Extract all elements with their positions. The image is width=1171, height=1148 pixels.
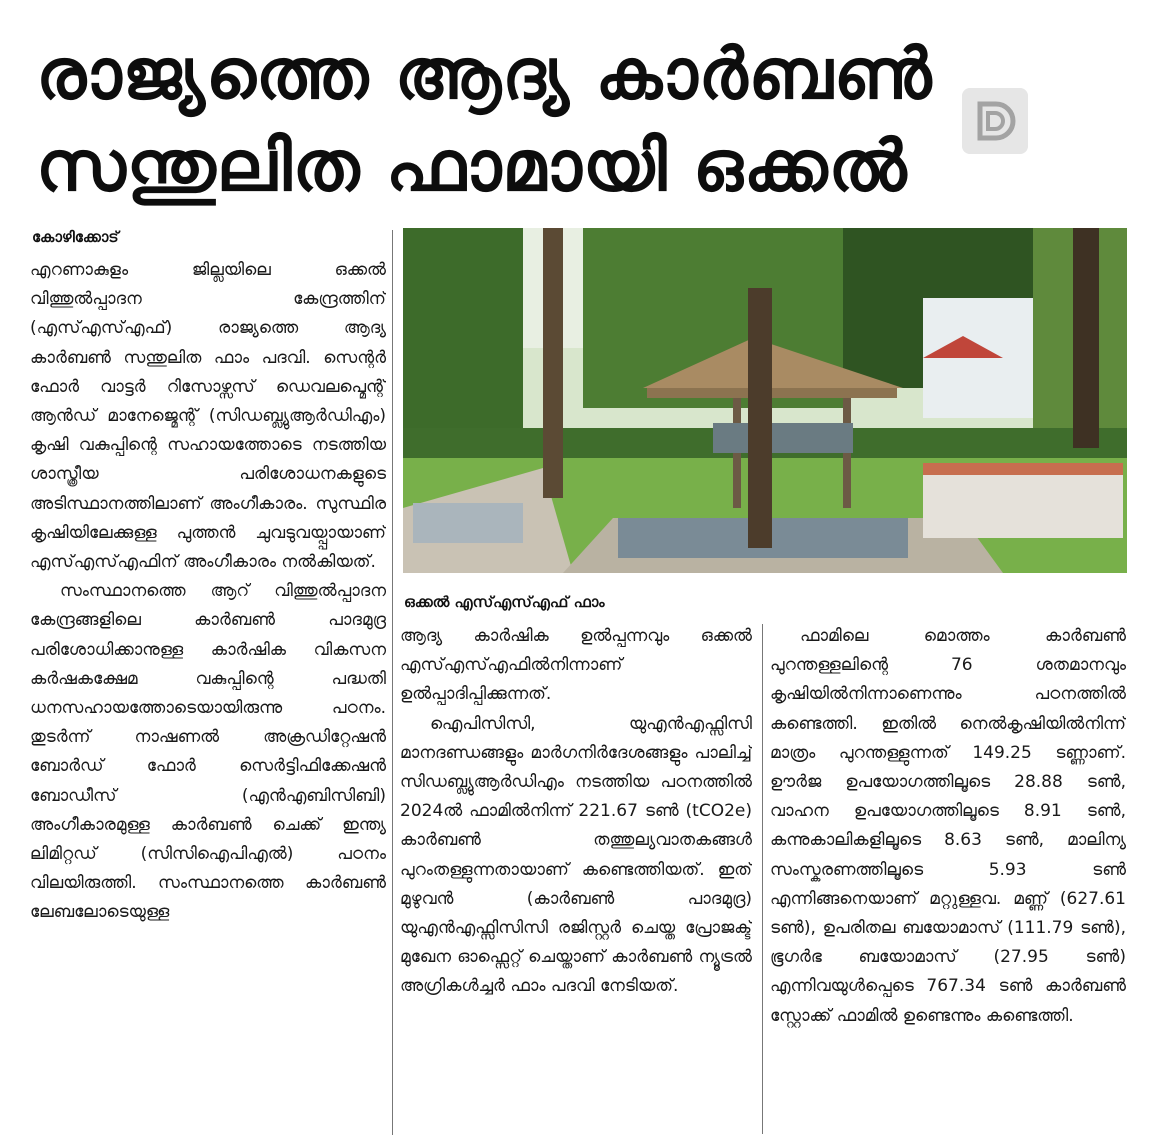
headline bbox=[36, 28, 1016, 212]
article-paragraph: ഫാമിലെ മൊത്തം കാർബൺ പുറന്തള്ളലിന്റെ 76 ശതമാനവും കൃഷിയിൽനിന്നാണെന്നും പഠനത്തിൽ കണ്ടെത്തി. ഇതിൽ നെൽകൃഷിയിൽനിന്ന് മാത്രം പുറന്തള്ളുന്നത് 149.25 ടണ്ണാണ്. ഊർജ ഉപയോഗത്തിലൂടെ 28.88 ടൺ, വാഹന ഉപയോഗത്തിലൂടെ 8.91 ടൺ, കന്നുകാലികളിലൂടെ 8.63 ടൺ, മാലിന്യ സംസ്കരണത്തിലൂടെ 5.93 ടൺ എന്നിങ്ങനെയാണ് മറ്റുള്ളവ. മണ്ണ് (627.61 ടൺ), ഉപരിതല ബയോമാസ് (111.79 ടൺ), ഭൂഗർഭ ബയോമാസ് (27.95 ടൺ) എന്നിവയുൾപ്പെടെ 767.34 ടൺ കാർബൺ സ്റ്റോക്ക് ഫാമിൽ ഉണ്ടെന്നും കണ്ടെത്തി. bbox=[770, 626, 1126, 1026]
article-paragraph: ആദ്യ കാർഷിക ഉൽപ്പന്നവും ഒക്കൽ എസ്എസ്എഫിൽനിന്നാണ് ഉൽപ്പാദിപ്പിക്കുന്നത്. bbox=[400, 626, 752, 705]
article-paragraph: എറണാകുളം ജില്ലയിലെ ഒക്കൽ വിത്തുൽപ്പാദന കേന്ദ്രത്തിന് (എസ്എസ്എഫ്) രാജ്യത്തെ ആദ്യ കാർബൺ സന്തുലിത ഫാം പദവി. സെന്റർ ഫോർ വാട്ടർ റിസോഴ്സസ് ഡെവലപ്മെന്റ് ആൻഡ് മാനേജ്മെന്റ് (സിഡബ്ല്യുആർഡിഎം) കൃഷി വകുപ്പിന്റെ സഹായത്തോടെ നടത്തിയ ശാസ്ത്രീയ പരിശോധനകളുടെ അടിസ്ഥാനത്തിലാണ് അംഗീകാരം. സുസ്ഥിര കൃഷിയിലേക്കുള്ള പുത്തൻ ചുവടുവയ്പ്പായാണ് എസ്എസ്എഫിന് അംഗീകാരം നൽകിയത്. bbox=[30, 260, 386, 573]
dateline: കോഴിക്കോട് bbox=[32, 228, 119, 246]
article-paragraph: സംസ്ഥാനത്തെ ആറ് വിത്തുൽപ്പാദന കേന്ദ്രങ്ങളിലെ കാർബൺ പാദമുദ്ര പരിശോധിക്കാനുള്ള കാർഷിക വികസന കർഷകക്ഷേമ വകുപ്പിന്റെ പദ്ധതി ധനസഹായത്തോടെയായിരുന്നു പഠനം. തുടർന്ന് നാഷണൽ അക്രഡിറ്റേഷൻ ബോർഡ് ഫോർ സെർട്ടിഫിക്കേഷൻ ബോഡീസ് (എൻഎബിസിബി) അംഗീകാരമുള്ള കാർബൺ ചെക്ക് ഇന്ത്യ ലിമിറ്റഡ് (സിസിഐപിഎൽ) പഠനം വിലയിരുത്തി. സംസ്ഥാനത്തെ കാർബൺ ലേബലോടെയുള്ള bbox=[30, 581, 386, 923]
article-column-1 bbox=[30, 256, 386, 1144]
photo-caption: ഒക്കൽ എസ്എസ്എഫ് ഫാം bbox=[404, 593, 605, 611]
article-paragraph: ഐപിസിസി, യുഎൻഎഫ്സിസി മാനദണ്ഡങ്ങളും മാർഗനിർദേശങ്ങളും പാലിച്ച് സിഡബ്ല്യുആർഡിഎം നടത്തിയ പഠനത്തിൽ 2024ൽ ഫാമിൽനിന്ന് 221.67 ടൺ (tCO2e) കാർബൺ തത്തുല്യവാതകങ്ങൾ പുറംതള്ളുന്നതായാണ് കണ്ടെത്തിയത്. ഇത് മുഴുവൻ (കാർബൺ പാദമുദ്ര) യുഎൻഎഫ്സിസിസി രജിസ്റ്റർ ചെയ്ത പ്രോജക്ട് മുഖേന ഓഫ്സെറ്റ് ചെയ്താണ് കാർബൺ ന്യൂട്രൽ അഗ്രികൾച്ചർ ഫാം പദവി നേടിയത്. bbox=[400, 713, 752, 997]
publication-logo-icon bbox=[962, 88, 1028, 154]
headline-line-2: സന്തുലിത ഫാമായി ഒക്കൽ bbox=[36, 125, 908, 207]
column-divider bbox=[392, 230, 393, 1135]
article-column-3 bbox=[770, 622, 1126, 1142]
farm-photo bbox=[403, 228, 1127, 573]
column-divider bbox=[762, 624, 763, 1134]
headline-line-1: രാജ്യത്തെ ആദ്യ കാർബൺ bbox=[36, 33, 933, 115]
article-column-2 bbox=[400, 622, 752, 1142]
